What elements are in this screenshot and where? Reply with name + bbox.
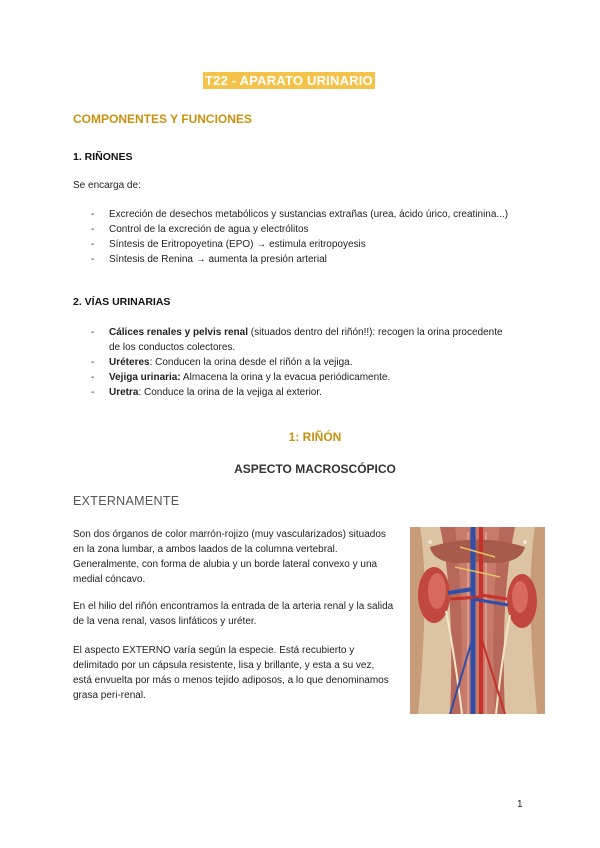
term-desc: (situados dentro del riñón!!): recogen la orina procedente de los conductos colectores. bbox=[109, 327, 503, 353]
paragraph: Son dos órganos de color marrón-rojizo (muy vascularizados) situados en la zona lumbar, a ambos laados de la columna vertebral. Generalmente, con forma de alubia y un borde lateral convexo y una medial cóncavo. bbox=[73, 529, 386, 585]
kidney-illustration-svg bbox=[410, 527, 545, 714]
list-item bbox=[91, 385, 511, 400]
list-item: - Excreción de desechos metabólicos y sustancias extrañas (urea, ácido úrico, creatinina...) bbox=[91, 207, 511, 222]
list-item: - Síntesis de Eritropoyetina (EPO) → estimula eritropoyesis bbox=[91, 237, 511, 252]
macro-heading: ASPECTO MACROSCÓPICO bbox=[234, 462, 396, 476]
kidney-anatomy-illustration bbox=[410, 527, 545, 714]
list-item: - Síntesis de Renina → aumenta la presión arterial bbox=[91, 252, 511, 267]
list-item bbox=[91, 370, 511, 385]
urinary-tract-list bbox=[91, 325, 511, 400]
list-item bbox=[91, 355, 511, 370]
external-heading: EXTERNAMENTE bbox=[73, 494, 180, 508]
paragraph: El aspecto EXTERNO varía según la especie. Está recubierto y delimitado por un cápsula resistente, lisa y brillante, y esta a su vez, está envuelta por más o menos tejido adiposos, a lo que denominamos grasa peri-renal. bbox=[73, 645, 389, 701]
list-item bbox=[91, 325, 511, 355]
kidney-function-list bbox=[91, 207, 511, 267]
term: Cálices renales y pelvis renal bbox=[109, 327, 248, 338]
document-title: T22 - APARATO URINARIO bbox=[205, 73, 373, 88]
term-desc: Almacena la orina y la evacua periódicamente. bbox=[180, 372, 391, 383]
term: Uréteres bbox=[109, 357, 150, 368]
kidneys-intro: Se encarga de: bbox=[73, 180, 141, 191]
term-desc: : Conducen la orina desde el riñón a la vejiga. bbox=[149, 357, 353, 368]
list-item: - Control de la excreción de agua y electrólitos bbox=[91, 222, 511, 237]
kidneys-heading: 1. RIÑONES bbox=[73, 151, 133, 163]
urinary-tract-heading: 2. VÍAS URINARIAS bbox=[73, 296, 171, 308]
page-number: 1 bbox=[517, 799, 523, 810]
section-heading-components: COMPONENTES Y FUNCIONES bbox=[73, 112, 252, 126]
section-heading-kidney: 1: RIÑÓN bbox=[288, 430, 342, 444]
paragraph: En el hilio del riñón encontramos la entrada de la arteria renal y la salida de la vena renal, vasos linfáticos y uréter. bbox=[73, 601, 394, 627]
term-desc: : Conduce la orina de la vejiga al exterior. bbox=[138, 387, 322, 398]
term: Vejiga urinaria: bbox=[109, 372, 181, 383]
term: Uretra bbox=[109, 387, 139, 398]
